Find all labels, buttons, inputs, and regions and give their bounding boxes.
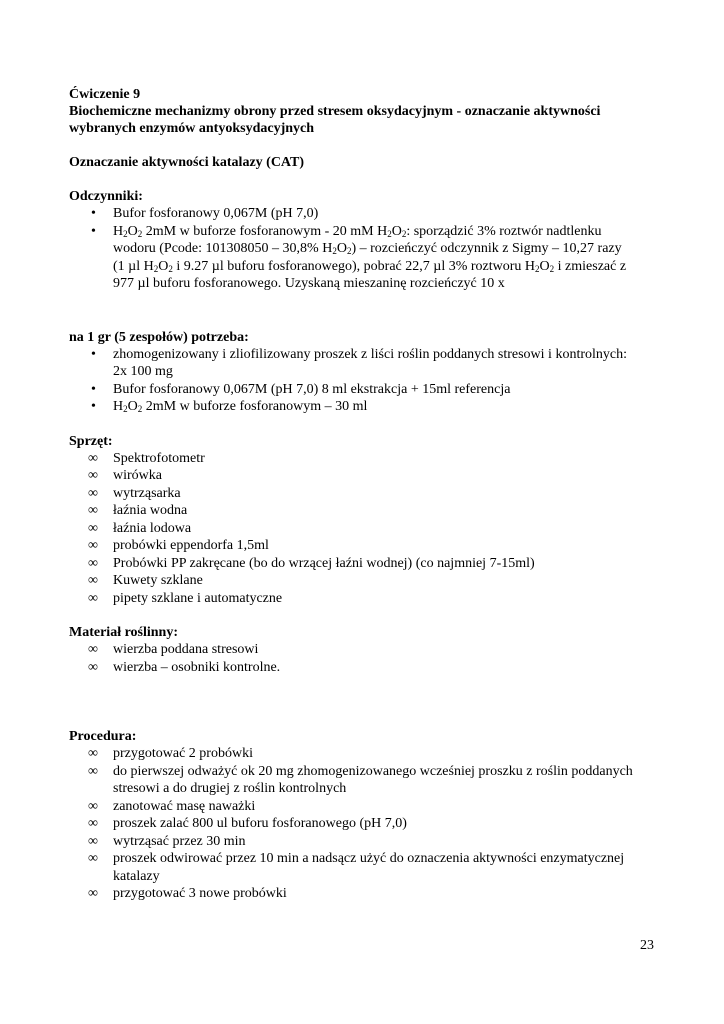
equipment-item: ∞ Spektrofotometr [88,450,205,466]
needs-item: • zhomogenizowany i zliofilizowany proszek z liści roślin poddanych stresowi i kontrolnych: 2x 100 mg [91,346,627,379]
infinity-bullet-icon: ∞ [88,886,98,901]
plant-material-heading: Materiał roślinny: [69,625,179,640]
procedure-step: ∞ proszek odwirować przez 10 min a nadsącz użyć do oznaczenia aktywności enzymatycznej katalazy [88,851,625,884]
infinity-bullet-icon: ∞ [88,503,98,518]
equipment-item: ∞ probówki eppendorfa 1,5ml [88,538,269,553]
equipment-item: ∞ Probówki PP zakręcane (bo do wrzącej łaźni wodnej) (co najmniej 7-15ml) [88,555,535,571]
document-page [69,86,669,903]
infinity-bullet-icon: ∞ [88,851,98,866]
equipment-item: ∞ wirówka [88,468,162,483]
needs-item: • $H_2O_2$ 2mM w buforze fosforanowym – 30 ml [91,399,368,414]
infinity-bullet-icon: ∞ [88,573,98,588]
bullet-icon: • [91,223,96,239]
reagents-heading: Odczynniki: [69,189,143,204]
infinity-bullet-icon: ∞ [88,816,98,831]
infinity-bullet-icon: ∞ [88,763,98,779]
infinity-bullet-icon: ∞ [88,590,98,606]
equipment-item: ∞ łaźnia wodna [88,503,188,518]
procedure-step: ∞ wytrząsać przez 30 min [88,833,246,849]
infinity-bullet-icon: ∞ [88,468,98,483]
needs-heading: na 1 gr (5 zespołów) potrzeba: [69,329,249,345]
bullet-icon: • [91,206,96,221]
equipment-list [69,450,669,608]
procedure-list [69,745,669,903]
infinity-bullet-icon: ∞ [88,450,98,466]
plant-material-list [69,641,669,676]
reagents-list [69,205,669,293]
procedure-step: ∞ zanotować masę naważki [88,798,256,814]
procedure-step: ∞ przygotować 2 probówki [88,746,253,761]
procedure-step: ∞ proszek zalać 800 ul buforu fosforanowego (pH 7,0) [88,816,407,831]
infinity-bullet-icon: ∞ [88,746,98,761]
cat-heading: Oznaczanie aktywności katalazy (CAT) [69,155,304,170]
procedure-heading: Procedura: [69,729,137,744]
infinity-bullet-icon: ∞ [88,833,98,849]
bullet-icon: • [91,346,96,362]
equipment-item: ∞ łaźnia lodowa [88,520,192,536]
reagent-item: • Bufor fosforanowy 0,067M (pH 7,0) [91,206,319,221]
procedure-step: ∞ przygotować 3 nowe probówki [88,886,287,901]
equipment-item: ∞ Kuwety szklane [88,573,203,588]
needs-list [69,346,669,416]
equipment-heading: Sprzęt: [69,433,113,449]
infinity-bullet-icon: ∞ [88,659,98,675]
reagent-item: • $H_2O_2$ 2mM w buforze fosforanowym - 20 mM $H_2O_2$: sporządzić 3% roztwór nadtlenku wodoru (Pcode: 101308050 – 30,8% $H_2O_2$) – rozcieńczyć odczynnik z Sigmy – 10,27 razy (1 µl $H_2O_2$ i 9.27 µl buforu fosforanowego), pobrać 22,7 µl 3% roztworu $H_2O_2$ i zmieszać z 977 µl buforu fosforanowego. Uzyskaną mieszaninę rozcieńczyć 10 x [91,223,627,291]
infinity-bullet-icon: ∞ [88,555,98,571]
infinity-bullet-icon: ∞ [88,538,98,553]
infinity-bullet-icon: ∞ [88,642,98,657]
exercise-title-line-2: wybranych enzymów antyoksydacyjnych [69,121,315,136]
equipment-item: ∞ pipety szklane i automatyczne [88,590,283,606]
bullet-icon: • [91,399,96,414]
needs-item: • Bufor fosforanowy 0,067M (pH 7,0) 8 ml ekstrakcja + 15ml referencja [91,381,511,397]
exercise-number: Ćwiczenie 9 [69,87,141,102]
infinity-bullet-icon: ∞ [88,798,98,814]
bullet-icon: • [91,381,96,397]
infinity-bullet-icon: ∞ [88,485,98,501]
plant-material-item: ∞ wierzba poddana stresowi [88,642,259,657]
plant-material-item: ∞ wierzba – osobniki kontrolne. [88,659,281,675]
equipment-item: ∞ wytrząsarka [88,485,181,501]
procedure-step: ∞ do pierwszej odważyć ok 20 mg zhomogenizowanego wcześniej proszku z roślin poddanych stresowi a do drugiej z roślin kontrolnych [88,763,633,796]
infinity-bullet-icon: ∞ [88,520,98,536]
page-number: 23 [640,938,654,953]
exercise-title-line-1: Biochemiczne mechanizmy obrony przed stresem oksydacyjnym - oznaczanie aktywności [69,104,601,119]
